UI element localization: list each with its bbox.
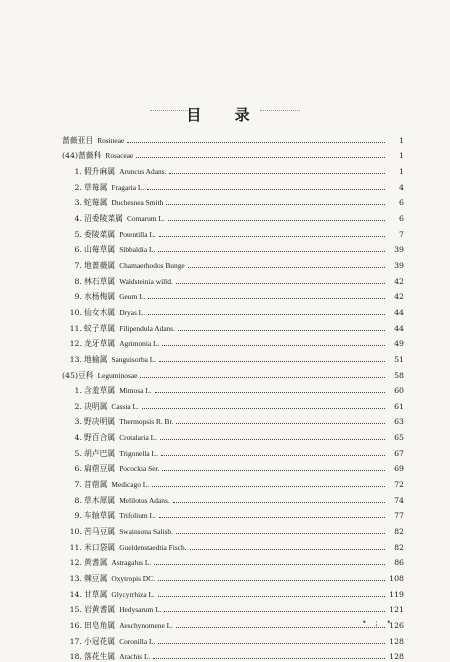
entry-chinese-name: 野决明属 [84, 417, 116, 427]
toc-entry [62, 459, 404, 475]
entry-chinese-name: 苜蓿属 [84, 480, 108, 490]
entry-latin-name: Dryas L. [119, 307, 146, 317]
entry-number: 1. [74, 166, 82, 176]
entry-number: 13. [69, 574, 82, 584]
entry-page-number: 126 [389, 621, 404, 630]
entry-page-number: 74 [394, 495, 404, 505]
entry-title [84, 526, 173, 537]
entry-latin-name: Mimosa L. [119, 386, 152, 396]
entry-title [84, 276, 173, 287]
entry-latin-name: Sanguisorba L. [111, 354, 157, 364]
dot-leader [136, 156, 385, 158]
toc-entry [62, 396, 404, 412]
entry-chinese-name: 决明属 [84, 401, 108, 411]
toc-entry [62, 490, 404, 506]
entry-title [84, 260, 185, 271]
entry-number: 12. [69, 558, 82, 568]
entry-chinese-name: 蚊子草属 [84, 323, 116, 333]
entry-page-number: 39 [394, 245, 404, 255]
dot-leader [127, 141, 385, 143]
entry-chinese-name: 胡卢巴属 [84, 448, 116, 458]
dot-leader [158, 642, 385, 644]
entry-latin-name: Trifolium L. [119, 511, 156, 521]
toc-entry [62, 365, 404, 381]
entry-page-number: 7 [399, 229, 404, 239]
entry-latin-name: Filipendula Adans. [119, 323, 176, 333]
entry-page-number: 121 [389, 605, 404, 615]
entry-title [84, 448, 158, 459]
entry-page-number: 63 [394, 417, 404, 427]
entry-number: 12. [69, 339, 82, 349]
entry-title [84, 323, 175, 334]
dot-leader [147, 188, 385, 190]
toc-entry [62, 334, 404, 350]
entry-chinese-name: 棘豆属 [84, 574, 108, 584]
entry-page-number: 86 [394, 558, 404, 568]
entry-latin-name: Oxytropis DC. [111, 574, 155, 584]
entry-chinese-name: 草莓属 [84, 182, 108, 192]
entry-number: 6. [74, 245, 82, 255]
toc-entry [62, 584, 404, 600]
entry-latin-name: Rosaceae [105, 151, 134, 161]
entry-chinese-name: 仙女木属 [84, 307, 116, 317]
entry-number: 11. [69, 542, 82, 552]
entry-number: 14. [69, 589, 82, 599]
entry-chinese-name: 林石草属 [84, 276, 116, 286]
entry-page-number: 51 [394, 354, 404, 364]
dot-leader [166, 203, 385, 205]
entry-chinese-name: 龙牙草属 [84, 339, 116, 349]
entry-page-number: 4 [399, 182, 404, 192]
toc-entry [62, 287, 404, 303]
entry-page-number: 1 [399, 135, 404, 145]
entry-page-number: 1 [399, 151, 404, 161]
entry-title [84, 416, 173, 427]
entry-title [62, 150, 133, 161]
dot-leader [173, 501, 385, 503]
entry-number: 7. [74, 480, 82, 490]
entry-title [62, 370, 137, 381]
dot-leader [178, 329, 385, 331]
entry-number: 3. [74, 198, 82, 208]
entry-title [84, 463, 159, 474]
entry-latin-name: Chamaerhodos Bunge [119, 260, 185, 270]
entry-page-number: 82 [394, 542, 404, 552]
entry-title [84, 401, 139, 412]
toc-entry [62, 647, 404, 662]
dot-leader [161, 454, 385, 456]
entry-number: 5. [74, 448, 82, 458]
dot-leader [159, 360, 385, 362]
entry-latin-name: Thermopsis R. Br. [119, 417, 174, 427]
entry-number: 16. [69, 621, 82, 630]
entry-title [84, 213, 165, 224]
entry-page-number: 82 [394, 527, 404, 537]
dot-leader [190, 548, 385, 550]
entry-number: 8. [74, 495, 82, 505]
entry-title [84, 182, 144, 193]
toc-entry [62, 381, 404, 397]
entry-latin-name: Comarum L. [126, 213, 165, 223]
toc-entry [62, 600, 404, 616]
entry-title [84, 307, 145, 318]
entry-latin-name: Melilotus Adans. [119, 495, 170, 505]
entry-latin-name: Duchesnea Smith [111, 198, 164, 208]
entry-number: 11. [69, 323, 82, 333]
entry-latin-name: Swainsona Salisb. [119, 527, 173, 537]
dot-leader [162, 469, 385, 471]
toc-entry [62, 177, 404, 193]
dot-leader [154, 563, 385, 565]
entry-chinese-name: 地榆属 [84, 354, 108, 364]
entry-title [84, 166, 166, 177]
toc-entry [62, 208, 404, 224]
entry-chinese-name: 小冠花属 [84, 636, 116, 646]
dot-leader [169, 172, 385, 174]
dot-leader [158, 250, 385, 252]
toc-entry [62, 224, 404, 240]
dot-leader [152, 485, 385, 487]
entry-number: 2. [74, 182, 82, 192]
entry-page-number: 65 [394, 433, 404, 443]
entry-title [62, 135, 124, 146]
entry-latin-name: Fragaria L. [111, 182, 145, 192]
entry-number: 3. [74, 417, 82, 427]
entry-title [84, 557, 151, 568]
entry-chinese-name: 岩黄耆属 [84, 605, 116, 615]
entry-title [84, 636, 155, 647]
entry-latin-name: Aruncus Adans. [119, 166, 167, 176]
entry-page-number: 1 [399, 166, 404, 176]
dot-leader [188, 266, 385, 268]
dot-leader [176, 532, 385, 534]
toc-entry [62, 271, 404, 287]
entry-chinese-name: 甘草属 [84, 589, 108, 599]
entry-chinese-name: 蛇莓属 [84, 198, 108, 208]
dot-leader [159, 516, 385, 518]
toc-entry [62, 615, 404, 631]
toc-entry [62, 568, 404, 584]
entry-number: 9. [74, 511, 82, 521]
entry-title [84, 291, 145, 302]
dot-leader [160, 438, 385, 440]
dot-leader [140, 376, 385, 378]
entry-number: 8. [74, 276, 82, 286]
toc-entry [62, 349, 404, 365]
toc-entry [62, 161, 404, 177]
entry-latin-name: Crotalaria L. [119, 433, 157, 443]
toc-entry [62, 146, 404, 162]
entry-title [84, 495, 170, 506]
entry-chinese-name: 田皂角属 [84, 621, 116, 630]
entry-chinese-name: 沼委陵菜属 [84, 213, 123, 223]
entry-chinese-name: 假升麻属 [84, 166, 116, 176]
entry-number: 15. [69, 605, 82, 615]
entry-number: 1. [74, 386, 82, 396]
entry-latin-name: Arachis L. [119, 652, 151, 662]
entry-chinese-name: 含羞草属 [84, 386, 116, 396]
entry-number: 17. [69, 636, 82, 646]
entry-latin-name: Aeschynomene L. [119, 621, 173, 630]
dot-leader [176, 422, 385, 424]
toc-entry [62, 318, 404, 334]
entry-title [84, 510, 156, 521]
toc-entry [62, 631, 404, 647]
toc-entry [62, 521, 404, 537]
dot-leader [148, 313, 385, 315]
entry-chinese-name: (45)豆科 [62, 370, 94, 380]
title-decoration-right [260, 110, 300, 115]
entry-title [84, 338, 159, 349]
entry-title [84, 432, 157, 443]
toc-entry [62, 130, 404, 146]
entry-page-number: 67 [394, 448, 404, 458]
entry-title [84, 604, 161, 615]
entry-chinese-name: 车轴草属 [84, 511, 116, 521]
dot-leader [153, 657, 385, 659]
entry-page-number: 44 [394, 323, 404, 333]
entry-page-number: 6 [399, 213, 404, 223]
entry-title [84, 479, 149, 490]
entry-page-number: 58 [394, 370, 404, 380]
toc-entry [62, 255, 404, 271]
entry-chinese-name: 野百合属 [84, 433, 116, 443]
entry-title [84, 573, 155, 584]
entry-title [84, 542, 187, 553]
toc-entry [62, 506, 404, 522]
entry-chinese-name: (44)蔷薇科 [62, 151, 102, 161]
entry-chinese-name: 水杨梅属 [84, 292, 116, 302]
entry-number: 9. [74, 292, 82, 302]
entry-chinese-name: 落花生属 [84, 652, 116, 662]
entry-latin-name: Gueldenstaedtia Fisch. [119, 542, 187, 552]
dot-leader [158, 579, 385, 581]
entry-title [84, 385, 152, 396]
entry-page-number: 128 [389, 652, 404, 662]
entry-latin-name: Agrimonia L. [119, 339, 160, 349]
entry-latin-name: Leguminosae [97, 370, 138, 380]
toc-entry [62, 412, 404, 428]
entry-chinese-name: 地蔷薇属 [84, 260, 116, 270]
entry-number: 13. [69, 354, 82, 364]
entry-chinese-name: 山莓草属 [84, 245, 116, 255]
entry-page-number: 69 [394, 464, 404, 474]
entry-page-number: 61 [394, 401, 404, 411]
dot-leader [162, 344, 385, 346]
entry-latin-name: Sibbaldia L. [119, 245, 156, 255]
entry-title [84, 354, 156, 365]
entry-title [84, 589, 155, 600]
table-of-contents [62, 130, 404, 662]
entry-number: 10. [69, 527, 82, 537]
toc-entry [62, 443, 404, 459]
entry-number: 4. [74, 433, 82, 443]
entry-number: 4. [74, 213, 82, 223]
entry-latin-name: Geum L. [119, 292, 146, 302]
entry-number: 18. [69, 652, 82, 662]
toc-entry [62, 193, 404, 209]
toc-entry [62, 537, 404, 553]
entry-page-number: 60 [394, 386, 404, 396]
entry-latin-name: Trigonella L. [119, 448, 158, 458]
toc-entry [62, 240, 404, 256]
toc-entry [62, 302, 404, 318]
entry-latin-name: Cassia L. [111, 401, 139, 411]
entry-page-number: 39 [394, 260, 404, 270]
entry-latin-name: Astragalus L. [111, 558, 152, 568]
entry-page-number: 108 [389, 574, 404, 584]
footer-mark: • ; • [362, 618, 395, 627]
entry-page-number: 42 [394, 292, 404, 302]
dot-leader [164, 610, 385, 612]
dot-leader [159, 235, 385, 237]
entry-latin-name: Potentilla L. [119, 229, 156, 239]
entry-page-number: 119 [389, 589, 404, 599]
entry-chinese-name: 草木犀属 [84, 495, 116, 505]
entry-chinese-name: 扁蓿豆属 [84, 464, 116, 474]
entry-number: 6. [74, 464, 82, 474]
entry-chinese-name: 委陵菜属 [84, 229, 116, 239]
entry-page-number: 77 [394, 511, 404, 521]
entry-page-number: 128 [389, 636, 404, 646]
entry-latin-name: Waldsteinia willd. [119, 276, 173, 286]
entry-number: 5. [74, 229, 82, 239]
entry-number: 7. [74, 260, 82, 270]
entry-page-number: 44 [394, 307, 404, 317]
entry-number: 2. [74, 401, 82, 411]
entry-title [84, 229, 156, 240]
entry-latin-name: Glycyrrhiza L. [111, 589, 155, 599]
entry-title [84, 197, 163, 208]
entry-page-number: 49 [394, 339, 404, 349]
entry-chinese-name: 蔷薇亚目 [62, 135, 94, 145]
dot-leader [176, 282, 385, 284]
entry-page-number: 42 [394, 276, 404, 286]
dot-leader [155, 391, 385, 393]
dot-leader [158, 595, 385, 597]
entry-latin-name: Medicago L. [111, 480, 150, 490]
dot-leader [176, 626, 385, 628]
entry-latin-name: Hedysarum L. [119, 605, 162, 615]
entry-page-number: 72 [394, 480, 404, 490]
entry-latin-name: Rosineae [97, 135, 125, 145]
entry-chinese-name: 苦马豆属 [84, 527, 116, 537]
entry-chinese-name: 黄耆属 [84, 558, 108, 568]
dot-leader [142, 407, 385, 409]
page-title: 目 录 [186, 106, 264, 124]
entry-latin-name: Coronilla L. [119, 636, 156, 646]
entry-page-number: 6 [399, 198, 404, 208]
toc-entry [62, 474, 404, 490]
entry-latin-name: Pocockia Ser. [119, 464, 160, 474]
entry-number: 10. [69, 307, 82, 317]
toc-entry [62, 427, 404, 443]
dot-leader [148, 297, 385, 299]
entry-title [84, 620, 173, 631]
dot-leader [168, 219, 385, 221]
toc-entry [62, 553, 404, 569]
entry-chinese-name: 米口袋属 [84, 542, 116, 552]
entry-title [84, 244, 155, 255]
